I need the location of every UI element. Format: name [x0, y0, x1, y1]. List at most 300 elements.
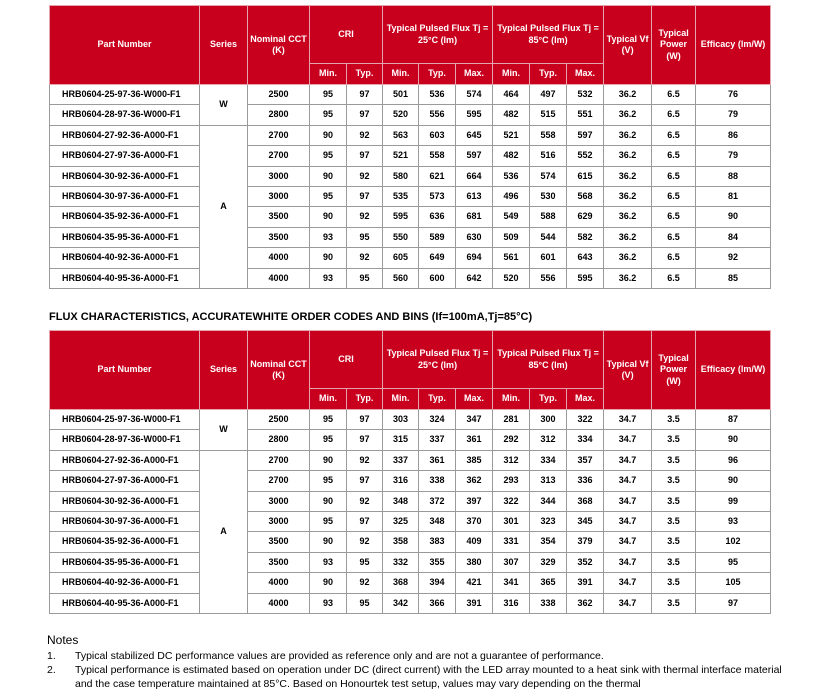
cell-part-number: HRB0604-25-97-36-W000-F1 [50, 410, 200, 430]
cell-part-number: HRB0604-27-97-36-A000-F1 [50, 146, 200, 166]
header-nominal-cct: Nominal CCT (K) [248, 331, 310, 410]
cell-nominal-cct: 4000 [248, 573, 310, 593]
table-row [50, 186, 771, 206]
cell-power: 3.5 [652, 450, 696, 470]
cell-cri-min: 90 [310, 248, 347, 268]
header-flux85-max: Max. [567, 389, 604, 410]
cell-cri-min: 95 [310, 105, 347, 125]
cell-flux85-typ: 530 [530, 186, 567, 206]
cell-flux25-max: 409 [456, 532, 493, 552]
cell-power: 3.5 [652, 471, 696, 491]
cell-flux85-max: 362 [567, 593, 604, 613]
cell-flux25-min: 337 [383, 450, 419, 470]
cell-flux25-min: 580 [383, 166, 419, 186]
cell-cri-typ: 97 [347, 471, 383, 491]
cell-nominal-cct: 2700 [248, 125, 310, 145]
cell-flux25-max: 681 [456, 207, 493, 227]
cell-flux85-typ: 329 [530, 552, 567, 572]
cell-vf: 36.2 [604, 207, 652, 227]
cell-nominal-cct: 3500 [248, 207, 310, 227]
header-efficacy: Efficacy (lm/W) [696, 6, 771, 85]
cell-part-number: HRB0604-27-92-36-A000-F1 [50, 450, 200, 470]
header-cri-min: Min. [310, 389, 347, 410]
cell-flux85-typ: 354 [530, 532, 567, 552]
note-number: 1. [47, 650, 56, 662]
cell-flux85-max: 629 [567, 207, 604, 227]
cell-cri-min: 90 [310, 207, 347, 227]
cell-flux85-max: 551 [567, 105, 604, 125]
header-series: Series [200, 6, 248, 85]
cell-efficacy: 90 [696, 430, 771, 450]
cell-cri-min: 90 [310, 166, 347, 186]
cell-flux25-min: 368 [383, 573, 419, 593]
cell-flux85-min: 496 [493, 186, 530, 206]
cell-flux25-typ: 348 [419, 511, 456, 531]
header-flux25-min: Min. [383, 389, 419, 410]
cell-efficacy: 88 [696, 166, 771, 186]
cell-flux25-typ: 337 [419, 430, 456, 450]
table-body [50, 410, 771, 614]
cell-flux25-max: 370 [456, 511, 493, 531]
cell-power: 6.5 [652, 268, 696, 288]
cell-flux85-min: 293 [493, 471, 530, 491]
header-nominal-cct: Nominal CCT (K) [248, 6, 310, 85]
cell-flux25-typ: 324 [419, 410, 456, 430]
header-part-number: Part Number [50, 6, 200, 85]
cell-power: 6.5 [652, 166, 696, 186]
cell-nominal-cct: 3000 [248, 186, 310, 206]
cell-vf: 34.7 [604, 511, 652, 531]
cell-vf: 34.7 [604, 491, 652, 511]
cell-flux85-typ: 556 [530, 268, 567, 288]
cell-flux25-max: 613 [456, 186, 493, 206]
cell-nominal-cct: 2700 [248, 471, 310, 491]
cell-flux25-typ: 558 [419, 146, 456, 166]
cell-part-number: HRB0604-30-97-36-A000-F1 [50, 186, 200, 206]
cell-vf: 34.7 [604, 430, 652, 450]
cell-vf: 36.2 [604, 248, 652, 268]
cell-flux25-typ: 600 [419, 268, 456, 288]
notes-section [47, 633, 787, 691]
cell-flux85-typ: 300 [530, 410, 567, 430]
cell-efficacy: 85 [696, 268, 771, 288]
cell-efficacy: 92 [696, 248, 771, 268]
cell-cri-typ: 92 [347, 573, 383, 593]
cell-efficacy: 97 [696, 593, 771, 613]
table-row [50, 491, 771, 511]
cell-series: W [200, 85, 248, 126]
cell-flux85-min: 281 [493, 410, 530, 430]
cell-flux85-min: 464 [493, 85, 530, 105]
cell-flux85-max: 568 [567, 186, 604, 206]
table-row [50, 532, 771, 552]
table-row [50, 227, 771, 247]
cell-efficacy: 99 [696, 491, 771, 511]
cell-flux85-min: 561 [493, 248, 530, 268]
cell-flux85-typ: 365 [530, 573, 567, 593]
cell-efficacy: 93 [696, 511, 771, 531]
cell-flux85-min: 482 [493, 146, 530, 166]
header-part-number: Part Number [50, 331, 200, 410]
cell-power: 3.5 [652, 430, 696, 450]
cell-flux25-min: 521 [383, 146, 419, 166]
cell-cri-min: 93 [310, 227, 347, 247]
cell-vf: 36.2 [604, 166, 652, 186]
cell-flux85-typ: 323 [530, 511, 567, 531]
cell-flux25-typ: 621 [419, 166, 456, 186]
cell-flux85-max: 345 [567, 511, 604, 531]
cell-cri-min: 90 [310, 532, 347, 552]
cell-power: 6.5 [652, 146, 696, 166]
cell-part-number: HRB0604-30-92-36-A000-F1 [50, 166, 200, 186]
cell-flux85-max: 334 [567, 430, 604, 450]
cell-flux25-typ: 589 [419, 227, 456, 247]
header-flux-25: Typical Pulsed Flux Tj = 25°C (lm) [383, 331, 493, 389]
cell-cri-min: 95 [310, 430, 347, 450]
cell-flux25-min: 563 [383, 125, 419, 145]
cell-flux25-max: 347 [456, 410, 493, 430]
header-flux25-max: Max. [456, 389, 493, 410]
cell-flux25-max: 597 [456, 146, 493, 166]
cell-flux85-max: 336 [567, 471, 604, 491]
cell-nominal-cct: 3000 [248, 166, 310, 186]
cell-flux25-min: 520 [383, 105, 419, 125]
note-text: Typical performance is estimated based on operation under DC (direct current) with the LED array mounted to a heat sink with thermal interface material and the case temperature maintained at 85°C. Based on Honourtek test setup, values may vary depending on the thermal [75, 664, 782, 690]
cell-flux85-max: 368 [567, 491, 604, 511]
cell-vf: 34.7 [604, 450, 652, 470]
cell-flux85-max: 357 [567, 450, 604, 470]
cell-flux25-min: 325 [383, 511, 419, 531]
cell-efficacy: 96 [696, 450, 771, 470]
cell-efficacy: 84 [696, 227, 771, 247]
table-row [50, 410, 771, 430]
cell-nominal-cct: 3000 [248, 511, 310, 531]
cell-flux25-typ: 366 [419, 593, 456, 613]
header-flux25-typ: Typ. [419, 389, 456, 410]
cell-nominal-cct: 4000 [248, 248, 310, 268]
cell-nominal-cct: 2700 [248, 450, 310, 470]
cell-flux85-min: 316 [493, 593, 530, 613]
cell-cri-typ: 97 [347, 146, 383, 166]
cell-part-number: HRB0604-27-92-36-A000-F1 [50, 125, 200, 145]
cell-cri-min: 93 [310, 268, 347, 288]
cell-flux25-max: 574 [456, 85, 493, 105]
cell-flux85-typ: 601 [530, 248, 567, 268]
note-text: Typical stabilized DC performance values are provided as reference only and are not a guarantee of performance. [75, 650, 604, 662]
cell-flux25-typ: 573 [419, 186, 456, 206]
table-row [50, 105, 771, 125]
cell-series: W [200, 410, 248, 451]
header-vf: Typical Vf (V) [604, 331, 652, 410]
cell-flux25-max: 694 [456, 248, 493, 268]
note-number: 2. [47, 664, 56, 676]
cell-flux85-min: 301 [493, 511, 530, 531]
cell-flux85-typ: 338 [530, 593, 567, 613]
cell-power: 3.5 [652, 573, 696, 593]
cell-cri-typ: 97 [347, 430, 383, 450]
cell-flux85-min: 292 [493, 430, 530, 450]
cell-flux25-max: 391 [456, 593, 493, 613]
header-power: Typical Power (W) [652, 331, 696, 410]
cell-vf: 36.2 [604, 85, 652, 105]
cell-flux25-min: 595 [383, 207, 419, 227]
cell-flux25-max: 595 [456, 105, 493, 125]
cell-flux85-max: 615 [567, 166, 604, 186]
cell-power: 6.5 [652, 125, 696, 145]
cell-vf: 36.2 [604, 125, 652, 145]
cell-flux85-typ: 515 [530, 105, 567, 125]
cell-flux25-min: 342 [383, 593, 419, 613]
cell-cri-min: 95 [310, 146, 347, 166]
cell-cri-typ: 92 [347, 248, 383, 268]
cell-nominal-cct: 4000 [248, 268, 310, 288]
note-item [47, 663, 787, 691]
cell-flux85-typ: 344 [530, 491, 567, 511]
cell-flux85-min: 341 [493, 573, 530, 593]
cell-flux25-min: 315 [383, 430, 419, 450]
header-flux25-typ: Typ. [419, 64, 456, 85]
table-row [50, 430, 771, 450]
table-row [50, 593, 771, 613]
cell-flux85-min: 312 [493, 450, 530, 470]
cell-flux85-max: 352 [567, 552, 604, 572]
cell-power: 3.5 [652, 511, 696, 531]
cell-power: 6.5 [652, 186, 696, 206]
cell-flux85-typ: 558 [530, 125, 567, 145]
cell-flux25-max: 385 [456, 450, 493, 470]
cell-efficacy: 90 [696, 207, 771, 227]
cell-flux85-min: 307 [493, 552, 530, 572]
header-flux85-min: Min. [493, 389, 530, 410]
cell-cri-min: 95 [310, 410, 347, 430]
cell-flux25-typ: 649 [419, 248, 456, 268]
header-flux-25: Typical Pulsed Flux Tj = 25°C (lm) [383, 6, 493, 64]
cell-efficacy: 95 [696, 552, 771, 572]
header-cri: CRI [310, 6, 383, 64]
cell-flux25-max: 421 [456, 573, 493, 593]
cell-nominal-cct: 3500 [248, 532, 310, 552]
cell-vf: 36.2 [604, 146, 652, 166]
cell-flux85-min: 482 [493, 105, 530, 125]
cell-nominal-cct: 2700 [248, 146, 310, 166]
cell-flux25-max: 362 [456, 471, 493, 491]
header-series: Series [200, 331, 248, 410]
cell-flux25-max: 380 [456, 552, 493, 572]
header-flux-85: Typical Pulsed Flux Tj = 85°C (lm) [493, 331, 604, 389]
cell-power: 6.5 [652, 248, 696, 268]
table-row [50, 511, 771, 531]
cell-flux25-typ: 361 [419, 450, 456, 470]
cell-flux85-min: 322 [493, 491, 530, 511]
cell-vf: 34.7 [604, 471, 652, 491]
cell-cri-typ: 92 [347, 166, 383, 186]
cell-flux25-typ: 383 [419, 532, 456, 552]
cell-flux85-min: 536 [493, 166, 530, 186]
cell-flux85-min: 331 [493, 532, 530, 552]
cell-part-number: HRB0604-27-97-36-A000-F1 [50, 471, 200, 491]
cell-cri-typ: 97 [347, 85, 383, 105]
table-row [50, 552, 771, 572]
cell-flux25-typ: 636 [419, 207, 456, 227]
cell-series: A [200, 450, 248, 613]
cell-part-number: HRB0604-28-97-36-W000-F1 [50, 430, 200, 450]
cell-power: 6.5 [652, 227, 696, 247]
cell-flux85-min: 521 [493, 125, 530, 145]
cell-power: 6.5 [652, 207, 696, 227]
cell-efficacy: 76 [696, 85, 771, 105]
cell-cri-min: 95 [310, 186, 347, 206]
header-flux85-min: Min. [493, 64, 530, 85]
cell-part-number: HRB0604-30-97-36-A000-F1 [50, 511, 200, 531]
table-row [50, 207, 771, 227]
cell-flux85-min: 549 [493, 207, 530, 227]
cell-flux25-typ: 355 [419, 552, 456, 572]
header-flux85-typ: Typ. [530, 389, 567, 410]
cell-efficacy: 102 [696, 532, 771, 552]
cell-power: 6.5 [652, 105, 696, 125]
note-item [47, 649, 787, 663]
header-cri-typ: Typ. [347, 389, 383, 410]
cell-part-number: HRB0604-35-95-36-A000-F1 [50, 552, 200, 572]
cell-part-number: HRB0604-40-95-36-A000-F1 [50, 268, 200, 288]
table-row [50, 248, 771, 268]
cell-flux25-min: 560 [383, 268, 419, 288]
cell-cri-typ: 92 [347, 532, 383, 552]
cell-nominal-cct: 2800 [248, 430, 310, 450]
cell-flux25-typ: 372 [419, 491, 456, 511]
cell-vf: 34.7 [604, 593, 652, 613]
cell-efficacy: 79 [696, 146, 771, 166]
cell-flux25-min: 332 [383, 552, 419, 572]
cell-vf: 36.2 [604, 105, 652, 125]
header-flux-85: Typical Pulsed Flux Tj = 85°C (lm) [493, 6, 604, 64]
cell-flux25-max: 645 [456, 125, 493, 145]
cell-cri-min: 95 [310, 471, 347, 491]
cell-flux85-max: 552 [567, 146, 604, 166]
flux-table-85c [49, 330, 771, 614]
cell-flux85-typ: 312 [530, 430, 567, 450]
cell-flux25-min: 348 [383, 491, 419, 511]
header-efficacy: Efficacy (lm/W) [696, 331, 771, 410]
cell-nominal-cct: 3000 [248, 491, 310, 511]
cell-part-number: HRB0604-35-92-36-A000-F1 [50, 532, 200, 552]
header-cri-min: Min. [310, 64, 347, 85]
cell-flux85-max: 322 [567, 410, 604, 430]
cell-vf: 36.2 [604, 268, 652, 288]
cell-flux25-max: 642 [456, 268, 493, 288]
cell-cri-min: 90 [310, 491, 347, 511]
cell-cri-min: 95 [310, 511, 347, 531]
cell-nominal-cct: 2500 [248, 85, 310, 105]
cell-flux85-max: 595 [567, 268, 604, 288]
cell-part-number: HRB0604-40-92-36-A000-F1 [50, 573, 200, 593]
cell-flux25-typ: 394 [419, 573, 456, 593]
cell-flux25-max: 361 [456, 430, 493, 450]
table-body [50, 85, 771, 289]
cell-flux85-max: 582 [567, 227, 604, 247]
cell-flux85-typ: 497 [530, 85, 567, 105]
flux-table-25c [49, 5, 771, 289]
cell-flux85-max: 379 [567, 532, 604, 552]
cell-cri-typ: 95 [347, 227, 383, 247]
cell-flux25-min: 535 [383, 186, 419, 206]
cell-flux25-min: 501 [383, 85, 419, 105]
table-row [50, 85, 771, 105]
cell-flux25-min: 550 [383, 227, 419, 247]
cell-power: 6.5 [652, 85, 696, 105]
cell-cri-min: 93 [310, 552, 347, 572]
cell-flux85-max: 597 [567, 125, 604, 145]
header-vf: Typical Vf (V) [604, 6, 652, 85]
section-title: FLUX CHARACTERISTICS, ACCURATEWHITE ORDER CODES AND BINS (If=100mA,Tj=85°C) [49, 311, 533, 323]
header-flux85-typ: Typ. [530, 64, 567, 85]
cell-part-number: HRB0604-35-92-36-A000-F1 [50, 207, 200, 227]
cell-nominal-cct: 3500 [248, 552, 310, 572]
cell-cri-min: 90 [310, 573, 347, 593]
cell-vf: 34.7 [604, 573, 652, 593]
cell-flux85-max: 391 [567, 573, 604, 593]
table-row [50, 573, 771, 593]
cell-flux25-max: 664 [456, 166, 493, 186]
cell-flux25-typ: 536 [419, 85, 456, 105]
cell-part-number: HRB0604-28-97-36-W000-F1 [50, 105, 200, 125]
cell-flux25-min: 358 [383, 532, 419, 552]
cell-power: 3.5 [652, 593, 696, 613]
cell-flux85-min: 520 [493, 268, 530, 288]
cell-power: 3.5 [652, 410, 696, 430]
cell-part-number: HRB0604-25-97-36-W000-F1 [50, 85, 200, 105]
cell-nominal-cct: 2800 [248, 105, 310, 125]
cell-efficacy: 79 [696, 105, 771, 125]
table-row [50, 450, 771, 470]
cell-flux85-typ: 516 [530, 146, 567, 166]
table-row [50, 166, 771, 186]
header-power: Typical Power (W) [652, 6, 696, 85]
cell-flux85-typ: 313 [530, 471, 567, 491]
cell-part-number: HRB0604-40-92-36-A000-F1 [50, 248, 200, 268]
cell-nominal-cct: 3500 [248, 227, 310, 247]
cell-efficacy: 87 [696, 410, 771, 430]
cell-power: 3.5 [652, 552, 696, 572]
cell-power: 3.5 [652, 532, 696, 552]
cell-cri-typ: 92 [347, 125, 383, 145]
cell-flux85-typ: 544 [530, 227, 567, 247]
cell-cri-typ: 97 [347, 511, 383, 531]
cell-efficacy: 90 [696, 471, 771, 491]
cell-efficacy: 86 [696, 125, 771, 145]
cell-flux85-max: 532 [567, 85, 604, 105]
cell-part-number: HRB0604-35-95-36-A000-F1 [50, 227, 200, 247]
cell-cri-typ: 95 [347, 593, 383, 613]
cell-flux85-typ: 334 [530, 450, 567, 470]
cell-flux25-min: 605 [383, 248, 419, 268]
cell-flux25-min: 316 [383, 471, 419, 491]
cell-cri-typ: 95 [347, 268, 383, 288]
cell-flux25-typ: 556 [419, 105, 456, 125]
table-row [50, 268, 771, 288]
cell-vf: 34.7 [604, 410, 652, 430]
cell-vf: 36.2 [604, 186, 652, 206]
table-row [50, 471, 771, 491]
cell-flux85-typ: 588 [530, 207, 567, 227]
table-row [50, 146, 771, 166]
header-flux25-min: Min. [383, 64, 419, 85]
cell-part-number: HRB0604-30-92-36-A000-F1 [50, 491, 200, 511]
cell-series: A [200, 125, 248, 288]
cell-cri-min: 90 [310, 450, 347, 470]
cell-flux85-max: 643 [567, 248, 604, 268]
cell-cri-typ: 95 [347, 552, 383, 572]
